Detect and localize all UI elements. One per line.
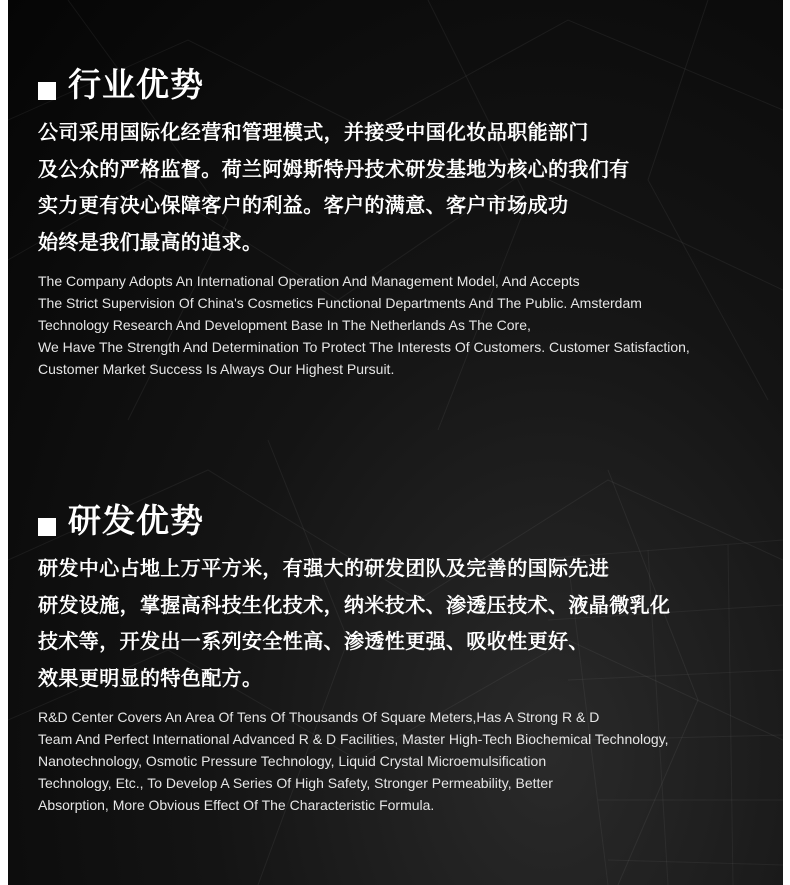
chinese-line: 研发设施，掌握高科技生化技术，纳米技术、渗透压技术、液晶微乳化 (38, 592, 671, 617)
english-line: We Have The Strength And Determination To Protect The Interests Of Customers. Customer Satisfaction, (38, 339, 690, 355)
chinese-line: 始终是我们最高的追求。 (38, 229, 263, 254)
english-line: R&D Center Covers An Area Of Tens Of Thousands Of Square Meters,Has A Strong R & D (38, 709, 600, 725)
english-line: Customer Market Success Is Always Our Highest Pursuit. (38, 361, 395, 377)
content-panel (8, 0, 783, 885)
rd-advantage-section (38, 498, 758, 816)
english-line: Technology, Etc., To Develop A Series Of High Safety, Stronger Permeability, Better (38, 775, 553, 791)
english-line: Nanotechnology, Osmotic Pressure Technology, Liquid Crystal Microemulsification (38, 753, 547, 769)
english-paragraph (38, 706, 758, 816)
section-title: 研发优势 (68, 501, 204, 540)
square-bullet-icon (38, 518, 56, 536)
english-line: Team And Perfect International Advanced R & D Facilities, Master High-Tech Biochemical Technology, (38, 731, 669, 747)
chinese-line: 技术等，开发出一系列安全性高、渗透性更强、吸收性更好、 (38, 629, 589, 653)
english-paragraph (38, 270, 758, 380)
chinese-paragraph (38, 114, 758, 260)
chinese-paragraph (38, 550, 758, 696)
section-heading (38, 498, 758, 544)
chinese-line: 研发中心占地上万平方米，有强大的研发团队及完善的国际先进 (38, 556, 610, 580)
section-title: 行业优势 (68, 65, 204, 104)
industry-advantage-section (38, 62, 758, 380)
english-line: Absorption, More Obvious Effect Of The Characteristic Formula. (38, 797, 435, 813)
chinese-line: 实力更有决心保障客户的利益。客户的满意、客户市场成功 (38, 193, 569, 217)
square-bullet-icon (38, 82, 56, 100)
section-heading (38, 62, 758, 108)
chinese-line: 及公众的严格监督。荷兰阿姆斯特丹技术研发基地为核心的我们有 (38, 156, 630, 181)
chinese-line: 公司采用国际化经营和管理模式，并接受中国化妆品职能部门 (38, 120, 589, 144)
english-line: The Company Adopts An International Operation And Management Model, And Accepts (38, 273, 580, 289)
english-line: The Strict Supervision Of China's Cosmetics Functional Departments And The Public. Amsterdam (38, 295, 642, 311)
chinese-line: 效果更明显的特色配方。 (38, 665, 263, 690)
english-line: Technology Research And Development Base In The Netherlands As The Core, (38, 317, 531, 333)
